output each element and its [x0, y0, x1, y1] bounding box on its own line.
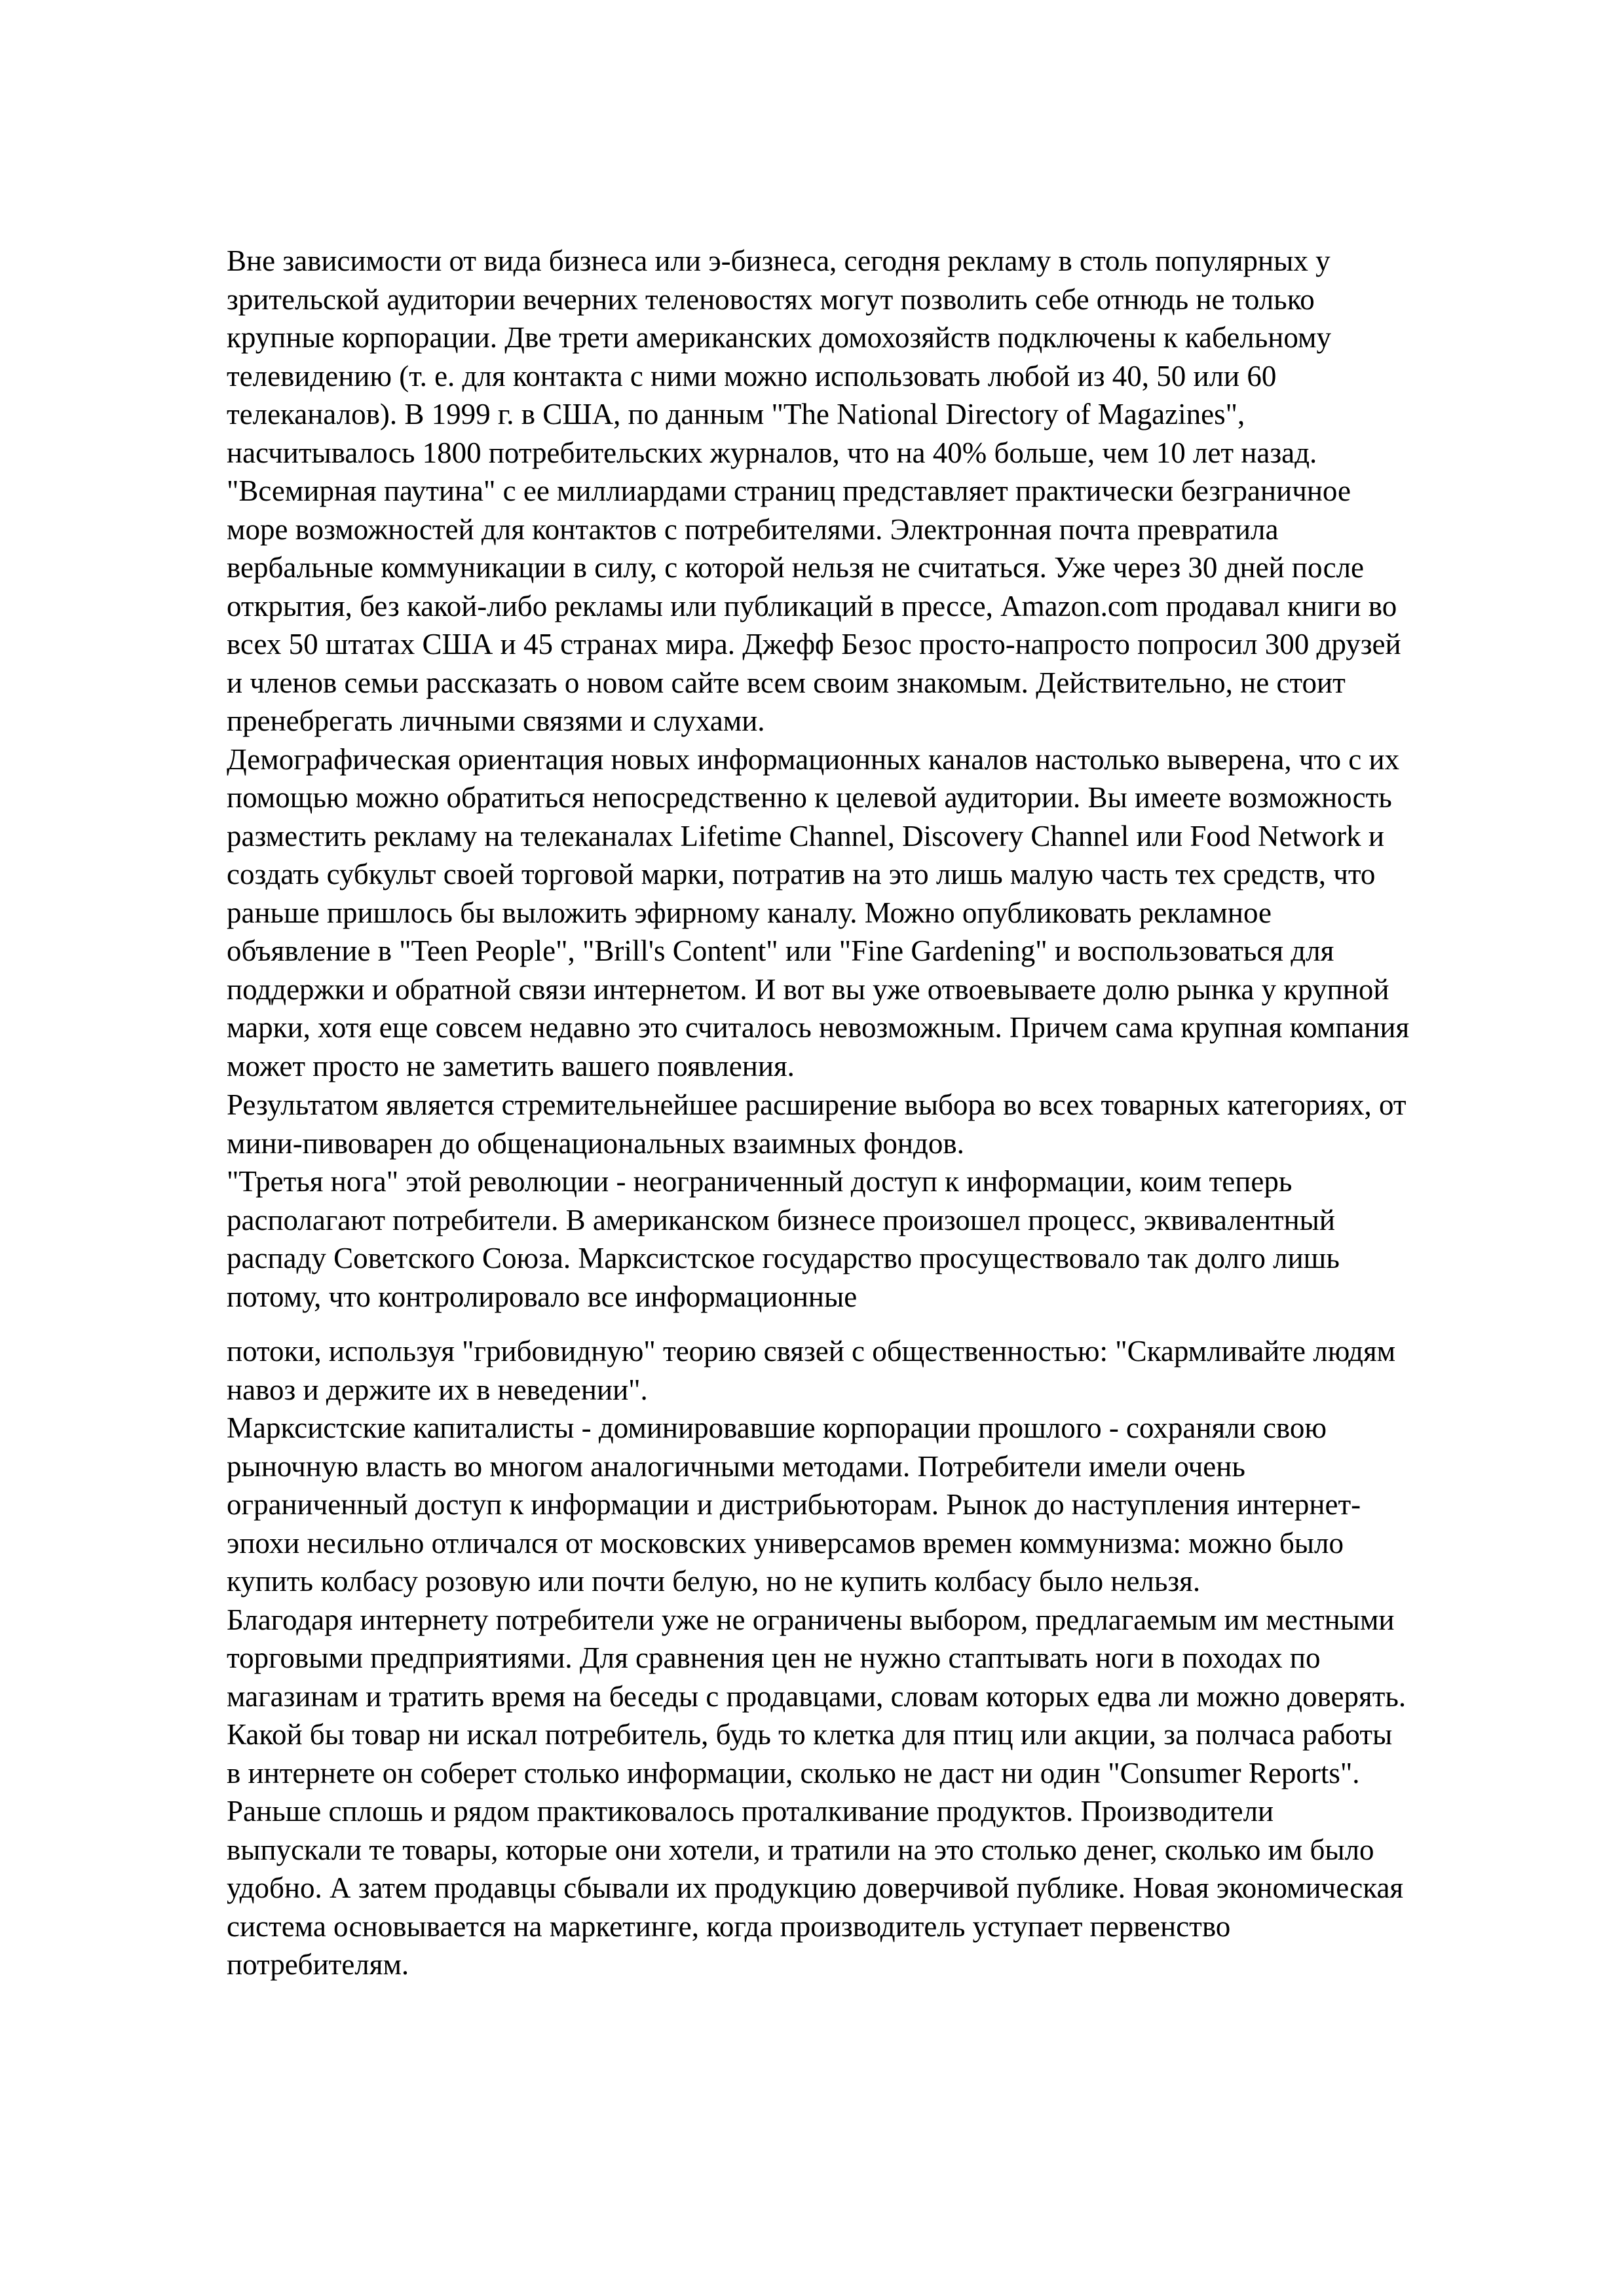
text-line: может просто не заметить вашего появления.	[227, 1049, 795, 1082]
text-line: выпускали те товары, которые они хотели, и тратили на это столько денег, сколько им было	[227, 1833, 1374, 1866]
text-block	[227, 1086, 1537, 1316]
text-line: и членов семьи рассказать о новом сайте всем своим знакомым. Действительно, не стоит	[227, 666, 1346, 699]
text-line: крупные корпорации. Две трети американских домохозяйств подключены к кабельному	[227, 321, 1331, 354]
text-line: Вне зависимости от вида бизнеса или э-бизнеса, сегодня рекламу в столь популярных у	[227, 244, 1331, 277]
text-line: пренебрегать личными связями и слухами.	[227, 704, 765, 737]
text-line: ограниченный доступ к информации и дистрибьюторам. Рынок до наступления интернет-	[227, 1488, 1361, 1521]
text-line: насчитывалось 1800 потребительских журналов, что на 40% больше, чем 10 лет назад.	[227, 436, 1317, 469]
text-line: Какой бы товар ни искал потребитель, будь то клетка для птиц или акции, за полчаса работы	[227, 1718, 1393, 1751]
text-line: создать субкульт своей торговой марки, потратив на это лишь малую часть тех средств, что	[227, 858, 1376, 890]
text-line: Раньше сплошь и рядом практиковалось проталкивание продуктов. Производители	[227, 1795, 1274, 1827]
text-line: зрительской аудитории вечерних теленовостях могут позволить себе отнюдь не только	[227, 282, 1315, 316]
text-line: поддержки и обратной связи интернетом. И вот вы уже отвоевываете долю рынка у крупной	[227, 972, 1389, 1006]
text-block	[227, 242, 1537, 1085]
text-line: торговыми предприятиями. Для сравнения цен не нужно стаптывать ноги в походах по	[227, 1641, 1321, 1674]
text-line: всех 50 штатах США и 45 странах мира. Джефф Безос просто-напросто попросил 300 друзей	[227, 628, 1401, 660]
text-line: рыночную власть во многом аналогичными методами. Потребители имели очень	[227, 1449, 1245, 1483]
text-line: "Третья нога" этой революции - неограниченный доступ к информации, коим теперь	[227, 1165, 1293, 1198]
text-line: море возможностей для контактов с потребителями. Электронная почта превратила	[227, 512, 1279, 546]
text-line: раньше пришлось бы выложить эфирному каналу. Можно опубликовать рекламное	[227, 896, 1272, 929]
text-line: распаду Советского Союза. Марксистское государство просуществовало так долго лишь	[227, 1242, 1340, 1274]
text-line: открытия, без какой-либо рекламы или публикаций в прессе, Amazon.com продавал книги во	[227, 589, 1397, 622]
text-line: объявление в "Teen People", "Brill's Content" или "Fine Gardening" и воспользоваться для	[227, 934, 1334, 967]
text-block	[227, 1332, 1537, 1984]
text-line: удобно. А затем продавцы сбывали их продукцию доверчивой публике. Новая экономическая	[227, 1871, 1404, 1904]
text-line: купить колбасу розовую или почти белую, но не купить колбасу было нельзя.	[227, 1565, 1201, 1598]
text-line: телевидению (т. е. для контакта с ними можно использовать любой из 40, 50 или 60	[227, 359, 1277, 392]
text-line: потребителям.	[227, 1948, 409, 1981]
text-line: Марксистские капиталисты - доминировавшие корпорации прошлого - сохраняли свою	[227, 1411, 1327, 1444]
text-line: Результатом является стремительнейшее расширение выбора во всех товарных категориях, от	[227, 1088, 1407, 1121]
text-line: эпохи несильно отличался от московских универсамов времен коммунизма: можно было	[227, 1526, 1344, 1559]
text-line: в интернете он соберет столько информации, сколько не даст ни один "Consumer Reports".	[227, 1756, 1360, 1789]
text-line: потому, что контролировало все информационные	[227, 1280, 858, 1313]
text-line: Благодаря интернету потребители уже не ограничены выбором, предлагаемым им местными	[227, 1603, 1395, 1636]
text-line: разместить рекламу на телеканалах Lifetime Channel, Discovery Channel или Food Network и	[227, 819, 1384, 852]
text-line: "Всемирная паутина" с ее миллиардами страниц представляет практически безграничное	[227, 474, 1351, 507]
text-line: марки, хотя еще совсем недавно это считалось невозможным. Причем сама крупная компания	[227, 1011, 1410, 1044]
text-line: располагают потребители. В американском бизнесе произошел процесс, эквивалентный	[227, 1203, 1335, 1236]
text-line: телеканалов). В 1999 г. в США, по данным "The National Directory of Magazines",	[227, 398, 1245, 430]
text-line: магазинам и тратить время на беседы с продавцами, словам которых едва ли можно доверять.	[227, 1679, 1407, 1713]
text-line: вербальные коммуникации в силу, с которой нельзя не считаться. Уже через 30 дней после	[227, 551, 1364, 584]
text-line: система основывается на маркетинге, когда производитель уступает первенство	[227, 1909, 1231, 1943]
text-line: Демографическая ориентация новых информационных каналов настолько выверена, что с их	[227, 742, 1400, 776]
text-line: помощью можно обратиться непосредственно к целевой аудитории. Вы имеете возможность	[227, 781, 1392, 814]
text-line: мини-пивоварен до общенациональных взаимных фондов.	[227, 1126, 964, 1160]
text-line: потоки, используя "грибовидную" теорию связей с общественностью: "Скармливайте людям	[227, 1335, 1396, 1368]
text-line: навоз и держите их в неведении".	[227, 1373, 648, 1406]
